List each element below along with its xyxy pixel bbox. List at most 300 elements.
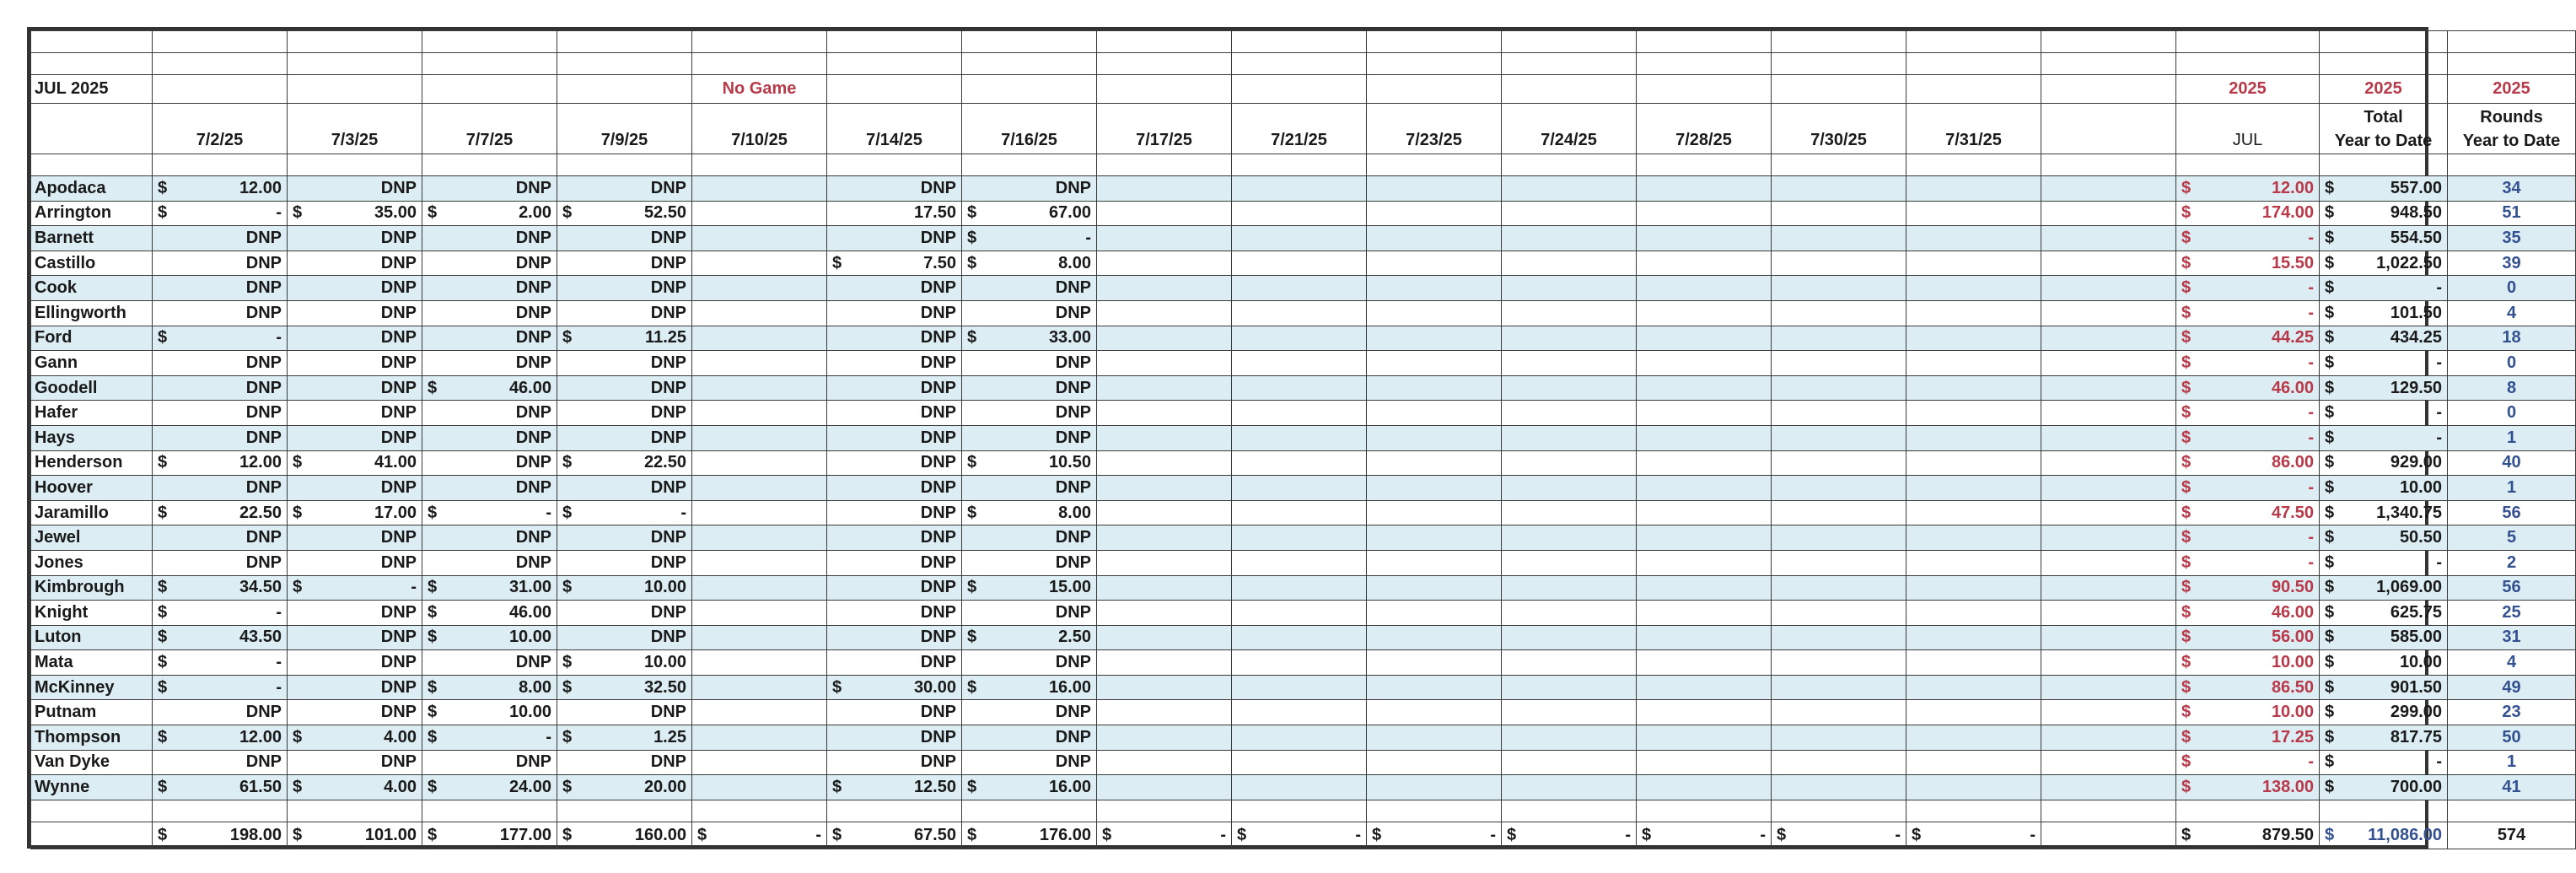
cell[interactable] [1097, 675, 1232, 700]
cell[interactable] [1906, 276, 2041, 301]
round-amount[interactable]: DNP [153, 351, 288, 376]
cell[interactable] [1232, 251, 1367, 276]
round-amount[interactable]: DNP [288, 401, 422, 426]
cell[interactable] [31, 154, 153, 176]
cell[interactable] [1097, 601, 1232, 626]
round-amount[interactable] [692, 375, 827, 401]
ytd-total[interactable] [2320, 550, 2448, 575]
cell[interactable] [1097, 300, 1232, 326]
player-name[interactable]: Putnam [31, 700, 153, 725]
cell[interactable] [1772, 425, 1906, 450]
round-amount[interactable]: DNP [422, 226, 557, 251]
rounds-count[interactable]: 2 [2448, 550, 2576, 575]
round-amount[interactable] [422, 575, 557, 601]
cell[interactable] [2041, 550, 2176, 575]
jul-total[interactable] [2176, 775, 2320, 800]
cell[interactable] [962, 154, 1097, 176]
round-amount[interactable]: DNP [827, 226, 962, 251]
round-amount[interactable] [962, 775, 1097, 800]
round-amount[interactable]: DNP [557, 351, 692, 376]
cell[interactable] [1367, 176, 1502, 202]
cell[interactable] [1232, 176, 1367, 202]
cell[interactable] [153, 53, 288, 75]
player-name[interactable]: Jewel [31, 525, 153, 551]
cell[interactable] [31, 53, 153, 75]
cell[interactable] [1097, 775, 1232, 800]
cell[interactable] [1097, 700, 1232, 725]
round-amount[interactable]: DNP [827, 425, 962, 450]
round-amount[interactable]: DNP [153, 401, 288, 426]
rounds-count[interactable]: 34 [2448, 176, 2576, 202]
cell[interactable] [1502, 500, 1637, 525]
round-amount[interactable] [557, 575, 692, 601]
cell[interactable] [1097, 550, 1232, 575]
cell[interactable] [1367, 326, 1502, 351]
round-amount[interactable] [962, 575, 1097, 601]
ytd-total[interactable] [2320, 575, 2448, 601]
cell[interactable] [2041, 53, 2176, 75]
jul-total[interactable] [2176, 500, 2320, 525]
ytd-total[interactable] [2320, 476, 2448, 501]
cell[interactable] [557, 800, 692, 822]
jul-total[interactable] [2176, 525, 2320, 551]
cell[interactable] [1637, 154, 1772, 176]
header-cell[interactable] [962, 75, 1097, 104]
round-amount[interactable] [692, 326, 827, 351]
cell[interactable] [1502, 725, 1637, 751]
cell[interactable] [1772, 700, 1906, 725]
cell[interactable] [1637, 401, 1772, 426]
cell[interactable] [1906, 375, 2041, 401]
ytd-total[interactable] [2320, 201, 2448, 226]
player-name[interactable]: Luton [31, 625, 153, 650]
rounds-count[interactable]: 4 [2448, 300, 2576, 326]
cell[interactable] [2041, 326, 2176, 351]
cell[interactable] [1367, 800, 1502, 822]
round-amount[interactable]: DNP [827, 375, 962, 401]
round-amount[interactable]: DNP [557, 700, 692, 725]
round-amount[interactable] [962, 251, 1097, 276]
cell[interactable] [827, 154, 962, 176]
cell[interactable] [1906, 550, 2041, 575]
jul-year[interactable]: 2025 [2176, 75, 2320, 104]
player-name[interactable]: Hoover [31, 476, 153, 501]
rounds-count[interactable]: 0 [2448, 351, 2576, 376]
cell[interactable] [1367, 750, 1502, 775]
cell[interactable] [1502, 351, 1637, 376]
rounds-count[interactable]: 4 [2448, 650, 2576, 676]
round-amount[interactable] [557, 675, 692, 700]
ytd-total[interactable] [2320, 625, 2448, 650]
cell[interactable] [1367, 251, 1502, 276]
rounds-count[interactable]: 50 [2448, 725, 2576, 751]
round-amount[interactable]: DNP [153, 226, 288, 251]
cell[interactable] [2176, 800, 2320, 822]
cell[interactable] [1367, 401, 1502, 426]
cell[interactable] [1502, 750, 1637, 775]
round-amount[interactable] [962, 326, 1097, 351]
round-amount[interactable] [692, 251, 827, 276]
cell[interactable] [2320, 800, 2448, 822]
round-amount[interactable]: DNP [288, 525, 422, 551]
round-amount[interactable] [827, 775, 962, 800]
cell[interactable] [1637, 800, 1772, 822]
round-amount[interactable]: DNP [153, 300, 288, 326]
cell[interactable] [1637, 375, 1772, 401]
round-amount[interactable] [153, 575, 288, 601]
header-cell[interactable] [1906, 75, 2041, 104]
cell[interactable] [1637, 476, 1772, 501]
cell[interactable] [2320, 53, 2448, 75]
player-name[interactable]: Hafer [31, 401, 153, 426]
cell[interactable] [1772, 476, 1906, 501]
rounds-count[interactable]: 5 [2448, 525, 2576, 551]
round-amount[interactable] [422, 700, 557, 725]
round-amount[interactable] [692, 575, 827, 601]
cell[interactable] [827, 53, 962, 75]
cell[interactable] [1772, 31, 1906, 53]
round-amount[interactable]: 17.50 [827, 201, 962, 226]
cell[interactable] [2041, 401, 2176, 426]
round-amount[interactable]: DNP [827, 276, 962, 301]
rounds-count[interactable]: 1 [2448, 750, 2576, 775]
round-amount[interactable]: DNP [962, 176, 1097, 202]
cell[interactable] [1906, 700, 2041, 725]
cell[interactable] [1097, 31, 1232, 53]
cell[interactable] [1097, 176, 1232, 202]
round-amount[interactable] [692, 226, 827, 251]
header-cell[interactable] [1232, 75, 1367, 104]
round-amount[interactable]: DNP [557, 601, 692, 626]
cell[interactable] [1367, 53, 1502, 75]
jul-total[interactable] [2176, 351, 2320, 376]
round-amount[interactable]: DNP [288, 700, 422, 725]
jul-total[interactable] [2176, 575, 2320, 601]
cell[interactable] [2041, 650, 2176, 676]
cell[interactable] [1232, 625, 1367, 650]
round-amount[interactable]: DNP [557, 375, 692, 401]
round-amount[interactable]: DNP [827, 625, 962, 650]
date-header[interactable]: 7/3/25 [288, 104, 422, 154]
cell[interactable] [1097, 650, 1232, 676]
round-amount[interactable] [153, 775, 288, 800]
jul-total[interactable] [2176, 700, 2320, 725]
cell[interactable] [692, 31, 827, 53]
date-header[interactable]: 7/17/25 [1097, 104, 1232, 154]
cell[interactable] [692, 800, 827, 822]
total-cell[interactable] [1097, 822, 1232, 849]
cell[interactable] [2041, 300, 2176, 326]
rounds-year[interactable]: 2025 [2448, 75, 2576, 104]
round-amount[interactable] [557, 450, 692, 476]
round-amount[interactable]: DNP [962, 351, 1097, 376]
player-name[interactable]: Hays [31, 425, 153, 450]
round-amount[interactable] [153, 201, 288, 226]
round-amount[interactable]: DNP [557, 251, 692, 276]
cell[interactable] [1502, 375, 1637, 401]
month-label[interactable]: JUL 2025 [31, 75, 153, 104]
cell[interactable] [288, 53, 422, 75]
header-cell[interactable] [288, 75, 422, 104]
round-amount[interactable] [962, 500, 1097, 525]
cell[interactable] [1637, 53, 1772, 75]
rounds-count[interactable]: 40 [2448, 450, 2576, 476]
cell[interactable] [1637, 625, 1772, 650]
round-amount[interactable]: DNP [422, 525, 557, 551]
cell[interactable] [1637, 700, 1772, 725]
player-name[interactable]: Apodaca [31, 176, 153, 202]
rounds-count[interactable]: 35 [2448, 226, 2576, 251]
cell[interactable] [1232, 401, 1367, 426]
round-amount[interactable]: DNP [153, 476, 288, 501]
round-amount[interactable]: DNP [557, 401, 692, 426]
cell[interactable] [1906, 750, 2041, 775]
round-amount[interactable] [962, 450, 1097, 476]
date-header[interactable]: 7/21/25 [1232, 104, 1367, 154]
round-amount[interactable]: DNP [422, 351, 557, 376]
total-cell[interactable] [288, 822, 422, 849]
cell[interactable] [2176, 53, 2320, 75]
rounds-count[interactable]: 1 [2448, 425, 2576, 450]
round-amount[interactable]: DNP [557, 525, 692, 551]
ytd-total[interactable] [2320, 725, 2448, 751]
total-cell[interactable] [153, 822, 288, 849]
round-amount[interactable]: DNP [422, 401, 557, 426]
date-header[interactable]: 7/10/25 [692, 104, 827, 154]
cell[interactable] [1637, 31, 1772, 53]
ytd-year[interactable]: 2025 [2320, 75, 2448, 104]
cell[interactable] [2041, 276, 2176, 301]
round-amount[interactable] [288, 450, 422, 476]
cell[interactable] [1637, 525, 1772, 551]
cell[interactable] [1502, 53, 1637, 75]
round-amount[interactable]: DNP [153, 750, 288, 775]
round-amount[interactable]: DNP [153, 375, 288, 401]
round-amount[interactable] [692, 176, 827, 202]
round-amount[interactable]: DNP [827, 351, 962, 376]
cell[interactable] [1772, 375, 1906, 401]
cell[interactable] [1772, 326, 1906, 351]
cell[interactable] [2041, 154, 2176, 176]
rounds-count[interactable]: 1 [2448, 476, 2576, 501]
rounds-count[interactable]: 18 [2448, 326, 2576, 351]
cell[interactable] [1097, 800, 1232, 822]
round-amount[interactable] [288, 201, 422, 226]
cell[interactable] [1906, 725, 2041, 751]
ytd-total[interactable] [2320, 176, 2448, 202]
cell[interactable] [2448, 154, 2576, 176]
round-amount[interactable] [962, 226, 1097, 251]
header-cell[interactable] [1772, 75, 1906, 104]
round-amount[interactable]: DNP [557, 425, 692, 450]
round-amount[interactable]: DNP [962, 425, 1097, 450]
cell[interactable] [1367, 675, 1502, 700]
round-amount[interactable] [692, 750, 827, 775]
cell[interactable] [1367, 375, 1502, 401]
cell[interactable] [1906, 154, 2041, 176]
player-name[interactable]: Cook [31, 276, 153, 301]
cell[interactable] [1906, 500, 2041, 525]
round-amount[interactable]: DNP [962, 375, 1097, 401]
date-header[interactable]: 7/2/25 [153, 104, 288, 154]
cell[interactable] [1637, 575, 1772, 601]
round-amount[interactable]: DNP [288, 251, 422, 276]
round-amount[interactable] [692, 650, 827, 676]
round-amount[interactable]: DNP [288, 226, 422, 251]
round-amount[interactable] [692, 725, 827, 751]
cell[interactable] [1637, 675, 1772, 700]
round-amount[interactable]: DNP [827, 750, 962, 775]
cell[interactable] [1097, 425, 1232, 450]
cell[interactable] [1232, 154, 1367, 176]
player-name[interactable]: Gann [31, 351, 153, 376]
jul-total[interactable] [2176, 725, 2320, 751]
cell[interactable] [2320, 154, 2448, 176]
round-amount[interactable] [827, 675, 962, 700]
cell[interactable] [1906, 425, 2041, 450]
total-cell[interactable] [2041, 822, 2176, 849]
cell[interactable] [1772, 601, 1906, 626]
cell[interactable] [1232, 800, 1367, 822]
jul-total[interactable] [2176, 750, 2320, 775]
cell[interactable] [288, 800, 422, 822]
rounds-count[interactable]: 56 [2448, 575, 2576, 601]
cell[interactable] [288, 31, 422, 53]
cell[interactable] [1502, 425, 1637, 450]
round-amount[interactable]: DNP [288, 601, 422, 626]
round-amount[interactable] [153, 675, 288, 700]
cell[interactable] [1367, 201, 1502, 226]
round-amount[interactable] [692, 476, 827, 501]
total-cell[interactable] [1502, 822, 1637, 849]
cell[interactable] [1772, 650, 1906, 676]
round-amount[interactable] [692, 300, 827, 326]
header-cell[interactable] [31, 104, 153, 154]
round-amount[interactable] [692, 625, 827, 650]
total-cell[interactable] [31, 822, 153, 849]
cell[interactable] [1232, 575, 1367, 601]
cell[interactable] [1232, 775, 1367, 800]
cell[interactable] [1367, 276, 1502, 301]
cell[interactable] [1772, 675, 1906, 700]
round-amount[interactable]: DNP [288, 351, 422, 376]
cell[interactable] [1367, 775, 1502, 800]
date-header[interactable]: 7/14/25 [827, 104, 962, 154]
cell[interactable] [1906, 601, 2041, 626]
round-amount[interactable]: DNP [827, 300, 962, 326]
round-amount[interactable]: DNP [153, 525, 288, 551]
round-amount[interactable]: DNP [422, 476, 557, 501]
cell[interactable] [1232, 525, 1367, 551]
round-amount[interactable]: DNP [153, 276, 288, 301]
cell[interactable] [1906, 775, 2041, 800]
jul-total[interactable] [2176, 425, 2320, 450]
round-amount[interactable]: DNP [827, 725, 962, 751]
player-name[interactable]: Kimbrough [31, 575, 153, 601]
round-amount[interactable] [692, 425, 827, 450]
cell[interactable] [1637, 725, 1772, 751]
round-amount[interactable]: DNP [962, 401, 1097, 426]
cell[interactable] [1772, 800, 1906, 822]
cell[interactable] [2041, 601, 2176, 626]
cell[interactable] [557, 53, 692, 75]
cell[interactable] [2320, 31, 2448, 53]
round-amount[interactable]: DNP [288, 625, 422, 650]
date-header[interactable]: 7/30/25 [1772, 104, 1906, 154]
cell[interactable] [1367, 154, 1502, 176]
cell[interactable] [1637, 775, 1772, 800]
cell[interactable] [1502, 650, 1637, 676]
cell[interactable] [2041, 226, 2176, 251]
round-amount[interactable] [288, 775, 422, 800]
rounds-count[interactable]: 39 [2448, 251, 2576, 276]
cell[interactable] [1906, 176, 2041, 202]
cell[interactable] [1367, 625, 1502, 650]
round-amount[interactable] [692, 201, 827, 226]
cell[interactable] [1502, 601, 1637, 626]
header-cell[interactable] [1367, 75, 1502, 104]
cell[interactable] [1502, 575, 1637, 601]
player-name[interactable]: Van Dyke [31, 750, 153, 775]
round-amount[interactable] [962, 625, 1097, 650]
round-amount[interactable]: DNP [962, 476, 1097, 501]
cell[interactable] [1232, 300, 1367, 326]
cell[interactable] [2041, 675, 2176, 700]
round-amount[interactable] [288, 500, 422, 525]
jul-header[interactable]: JUL [2176, 104, 2320, 154]
cell[interactable] [2041, 700, 2176, 725]
cell[interactable] [31, 31, 153, 53]
round-amount[interactable]: DNP [827, 650, 962, 676]
round-amount[interactable]: DNP [827, 476, 962, 501]
cell[interactable] [1637, 750, 1772, 775]
cell[interactable] [2041, 425, 2176, 450]
round-amount[interactable]: DNP [153, 425, 288, 450]
cell[interactable] [1637, 251, 1772, 276]
cell[interactable] [1097, 326, 1232, 351]
round-amount[interactable]: DNP [422, 750, 557, 775]
cell[interactable] [962, 53, 1097, 75]
header-cell[interactable] [422, 75, 557, 104]
jul-total[interactable] [2176, 601, 2320, 626]
round-amount[interactable] [827, 251, 962, 276]
round-amount[interactable]: DNP [827, 401, 962, 426]
cell[interactable] [1772, 53, 1906, 75]
date-header[interactable]: 7/28/25 [1637, 104, 1772, 154]
player-name[interactable]: Arrington [31, 201, 153, 226]
round-amount[interactable]: DNP [422, 176, 557, 202]
cell[interactable] [1637, 226, 1772, 251]
round-amount[interactable]: DNP [557, 625, 692, 650]
cell[interactable] [1772, 300, 1906, 326]
jul-total[interactable] [2176, 375, 2320, 401]
ytd-total[interactable] [2320, 276, 2448, 301]
round-amount[interactable]: DNP [962, 550, 1097, 575]
round-amount[interactable]: DNP [288, 326, 422, 351]
cell[interactable] [2176, 31, 2320, 53]
cell[interactable] [1502, 476, 1637, 501]
cell[interactable] [1637, 176, 1772, 202]
round-amount[interactable]: DNP [153, 251, 288, 276]
cell[interactable] [2041, 750, 2176, 775]
round-amount[interactable] [153, 500, 288, 525]
header-cell[interactable] [1502, 75, 1637, 104]
total-cell[interactable] [1906, 822, 2041, 849]
cell[interactable] [1906, 525, 2041, 551]
cell[interactable] [1232, 700, 1367, 725]
cell[interactable] [2041, 351, 2176, 376]
cell[interactable] [1906, 476, 2041, 501]
